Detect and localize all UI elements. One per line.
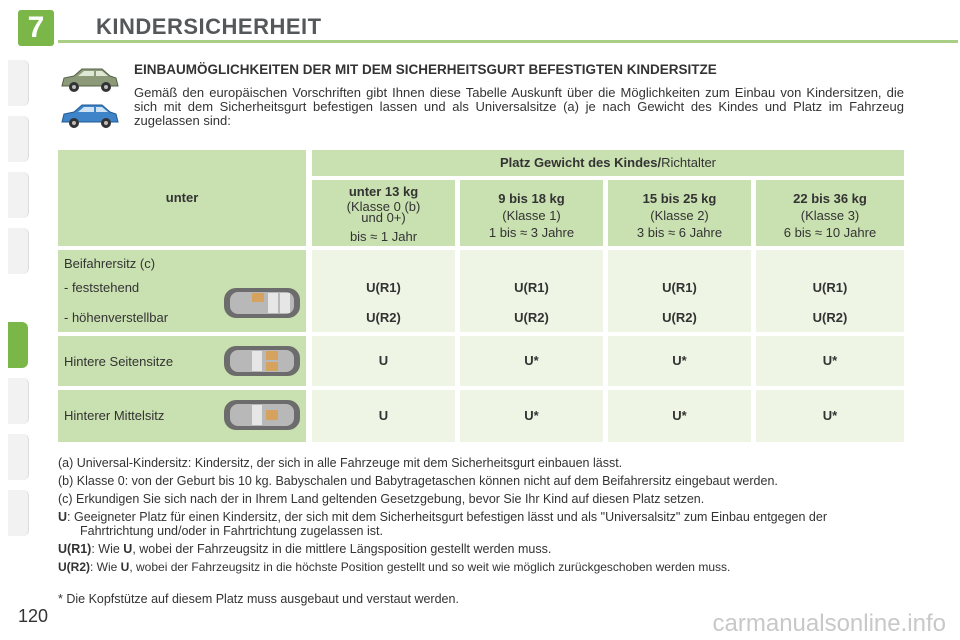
column-weight: 22 bis 36 kg xyxy=(793,191,867,206)
chapter-tab[interactable] xyxy=(8,116,29,162)
page-number: 120 xyxy=(18,606,49,626)
table-cell xyxy=(460,390,603,442)
table-cell xyxy=(312,390,455,442)
column-class: (Klasse 2) xyxy=(650,208,709,223)
row-sublabel: - feststehend xyxy=(64,280,140,295)
cell-value: U(R1) xyxy=(514,280,549,295)
column-header xyxy=(312,180,455,246)
car-seat-top-view-icon xyxy=(222,396,302,434)
cell-value: U xyxy=(378,408,389,423)
cell-value: U* xyxy=(672,408,687,423)
column-class: (Klasse 1) xyxy=(502,208,561,223)
cell-value: U(R2) xyxy=(514,310,549,325)
column-class-2: und 0+) xyxy=(361,210,406,225)
cell-value: U(R1) xyxy=(366,280,401,295)
footer-watermark: carmanualsonline.info xyxy=(712,610,946,637)
row-label: Hintere Seitensitze xyxy=(64,354,174,369)
table-cell xyxy=(608,336,751,386)
notes-section xyxy=(58,456,904,578)
chapter-tab[interactable] xyxy=(8,172,29,218)
chapter-tabs xyxy=(0,60,32,580)
note-ur2-text-rest: , wobei der Fahrzeugsitz in die höchste Position gestellt und so weit wie möglich zurückgeschoben werden muss. xyxy=(129,560,731,574)
table-cell xyxy=(312,336,455,386)
car-side-blue-icon xyxy=(58,102,120,130)
note-ur2-key: U(R2) xyxy=(58,560,90,574)
column-age: 6 bis ≈ 10 Jahre xyxy=(783,225,877,240)
note-a: (a) Universal-Kindersitz: Kindersitz, der sich in alle Fahrzeuge mit dem Sicherheitsgurt einbauen lässt. xyxy=(58,456,623,470)
chapter-tab[interactable] xyxy=(8,490,29,536)
column-weight: 9 bis 18 kg xyxy=(498,191,565,206)
table-cell xyxy=(460,336,603,386)
cell-value: U* xyxy=(672,353,687,368)
note-ur2-text: : Wie xyxy=(90,560,121,574)
cell-value: U(R1) xyxy=(662,280,697,295)
note-ur2-u: U xyxy=(120,560,130,574)
group-header-rest: Richtalter xyxy=(661,155,717,170)
column-weight: 15 bis 25 kg xyxy=(642,191,717,206)
note-ur1-text: : Wie xyxy=(91,542,124,556)
row-sublabel: - höhenverstellbar xyxy=(64,310,169,325)
note-ur2 xyxy=(58,560,904,574)
cell-value: U(R2) xyxy=(812,310,848,325)
table-cell xyxy=(756,336,904,386)
note-c: (c) Erkundigen Sie sich nach der in Ihrem Land geltenden Gesetzgebung, bevor Sie Ihr Kind auf diesen Platz setzen. xyxy=(58,492,705,506)
table-cell xyxy=(608,390,751,442)
chapter-tab[interactable] xyxy=(8,378,29,424)
note-ur1-u: U xyxy=(123,542,133,556)
cell-value: U(R2) xyxy=(662,310,697,325)
column-age: 1 bis ≈ 3 Jahre xyxy=(488,225,575,240)
table-cell xyxy=(312,250,455,332)
column-age: bis ≈ 1 Jahr xyxy=(349,229,418,244)
car-seat-top-view-icon xyxy=(222,342,302,380)
table-corner-label: unter xyxy=(165,190,199,205)
column-age: 3 bis ≈ 6 Jahre xyxy=(636,225,723,240)
chapter-tab[interactable] xyxy=(8,228,29,274)
note-b: (b) Klasse 0: von der Geburt bis 10 kg. Babyschalen und Babytragetaschen können nicht auf dem Beifahrersitz eingebaut werden. xyxy=(58,474,778,488)
group-header-bold: Platz Gewicht des Kindes/ xyxy=(499,155,662,170)
car-side-icon xyxy=(58,66,120,94)
cell-value: U* xyxy=(822,408,838,423)
table-corner-cell xyxy=(58,150,306,246)
table-cell xyxy=(460,250,603,332)
chapter-tab[interactable] xyxy=(8,60,29,106)
column-weight: unter 13 kg xyxy=(348,184,419,199)
footnote: * Die Kopfstütze auf diesem Platz muss ausgebaut und verstaut werden. xyxy=(58,592,459,606)
row-label: Beifahrersitz (c) xyxy=(64,256,156,271)
table-group-header xyxy=(312,150,904,176)
column-class: (Klasse 0 (b) xyxy=(346,199,421,214)
row-label: Hinterer Mittelsitz xyxy=(64,408,165,423)
note-u-key: U xyxy=(58,510,68,524)
column-class: (Klasse 3) xyxy=(800,208,860,223)
chapter-tab-active[interactable] xyxy=(8,322,28,368)
cell-value: U xyxy=(378,353,389,368)
column-header xyxy=(460,180,603,246)
table-cell xyxy=(608,250,751,332)
table-cell xyxy=(756,250,904,332)
car-seat-top-view-icon xyxy=(222,284,302,322)
column-header xyxy=(756,180,904,246)
cell-value: U(R1) xyxy=(812,280,848,295)
cell-value: U* xyxy=(524,353,539,368)
note-ur1 xyxy=(58,542,904,556)
page-header xyxy=(0,0,960,48)
header-divider xyxy=(58,40,958,43)
note-ur1-key: U(R1) xyxy=(58,542,92,556)
page-title: KINDERSICHERHEIT xyxy=(96,14,322,39)
section-title: EINBAUMÖGLICHKEITEN DER MIT DEM SICHERHEITSGURT BEFESTIGTEN KINDERSITZE xyxy=(134,62,717,77)
table-cell xyxy=(756,390,904,442)
note-ur1-text-rest: , wobei der Fahrzeugsitz in die mittlere Längsposition gestellt werden muss. xyxy=(132,542,552,556)
cell-value: U* xyxy=(822,353,838,368)
note-u-text: : Geeigneter Platz für einen Kindersitz, der sich mit dem Sicherheitsgurt befestigen lässt und als "Universalsitz" zum Einbau entgegen der Fahrtrichtung und/oder in Fahrtrichtung zugelassen ist. xyxy=(67,510,827,538)
cell-value: U* xyxy=(524,408,539,423)
cell-value: U(R2) xyxy=(366,310,401,325)
chapter-tab[interactable] xyxy=(8,434,29,480)
note-u xyxy=(58,510,904,538)
intro-paragraph: Gemäß den europäischen Vorschriften gibt Ihnen diese Tabelle Auskunft über die Möglichkeiten zum Einbau von Kindersitzen, die sich mit dem Sicherheitsgurt befestigen lassen und als Universalsitze (a) je nach Gewicht des Kindes und Platz im Fahrzeug zugelassen sind: xyxy=(134,85,904,128)
chapter-number-badge: 7 xyxy=(18,10,54,46)
column-header xyxy=(608,180,751,246)
